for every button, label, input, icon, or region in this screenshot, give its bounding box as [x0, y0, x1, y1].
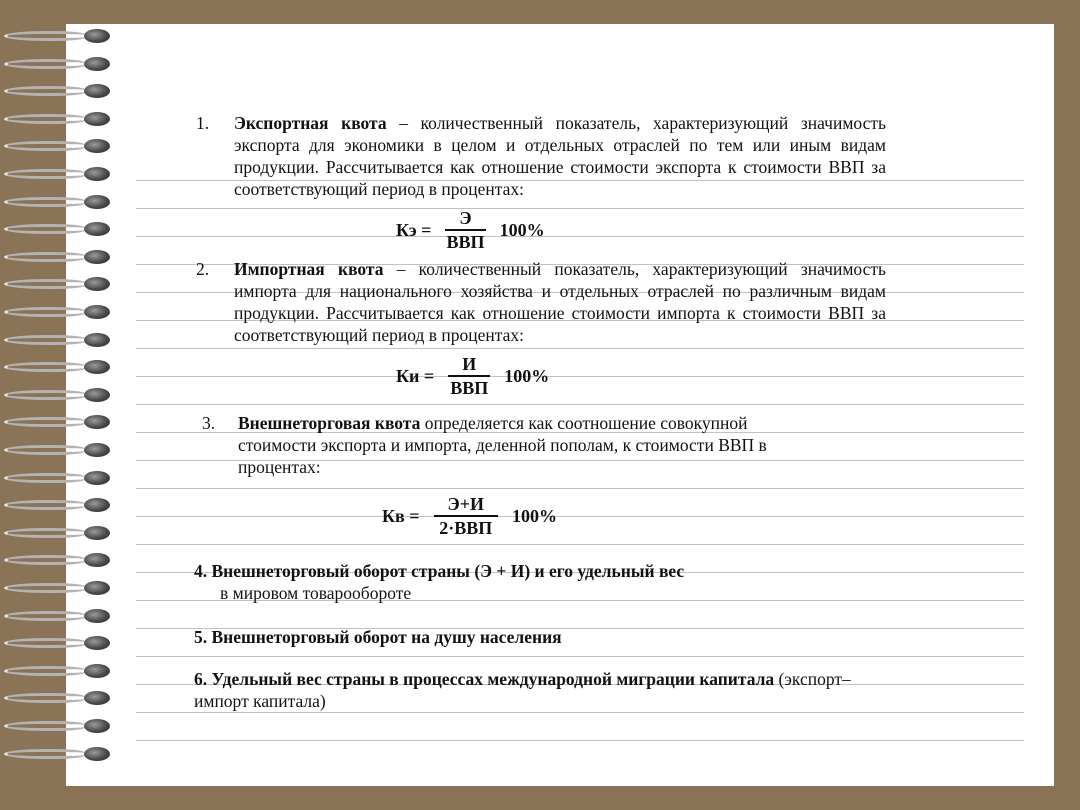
- spiral-hole: [84, 526, 110, 540]
- formula-fraction: [434, 494, 498, 538]
- spiral-hole: [84, 609, 110, 623]
- spiral-coil: [4, 552, 110, 568]
- spiral-coil: [4, 194, 110, 210]
- spiral-coil: [4, 56, 110, 72]
- item-description: (экспорт–импорт капитала): [194, 669, 851, 711]
- item-number: 5.: [194, 627, 208, 647]
- spiral-hole: [84, 747, 110, 761]
- list-item-import-quota: [196, 258, 886, 398]
- item-description: – количественный показатель, характеризующий значимость импорта для национального хозяйства и отдельных отраслей по различным видам продукции. Рассчитывается как отношение стоимости импорта к стоимости ВВП за соответствующий период в процентах:: [234, 259, 886, 345]
- spiral-hole: [84, 112, 110, 126]
- spiral-wire: [4, 693, 86, 703]
- spiral-coil: [4, 83, 110, 99]
- item-term: Внешнеторговый оборот на душу населения: [211, 627, 562, 647]
- spiral-hole: [84, 360, 110, 374]
- spiral-coil: [4, 387, 110, 403]
- spiral-wire: [4, 721, 86, 731]
- formula-lhs: Ки =: [396, 366, 435, 386]
- formula-lhs: Кв =: [382, 506, 420, 526]
- spiral-wire: [4, 307, 86, 317]
- spiral-wire: [4, 224, 86, 234]
- spiral-hole: [84, 691, 110, 705]
- spiral-binding: [4, 28, 114, 788]
- spiral-wire: [4, 114, 86, 124]
- spiral-hole: [84, 498, 110, 512]
- spiral-hole: [84, 250, 110, 264]
- spiral-hole: [84, 388, 110, 402]
- spiral-wire: [4, 59, 86, 69]
- formula-numerator: Э+И: [434, 494, 498, 517]
- list-item-trade-turnover: [194, 560, 884, 604]
- item-term: Импортная квота: [234, 259, 384, 279]
- spiral-hole: [84, 277, 110, 291]
- item-description: в мировом товарообороте: [220, 583, 412, 603]
- spiral-hole: [84, 167, 110, 181]
- spiral-hole: [84, 29, 110, 43]
- spiral-coil: [4, 442, 110, 458]
- spiral-coil: [4, 28, 110, 44]
- spiral-wire: [4, 335, 86, 345]
- spiral-coil: [4, 138, 110, 154]
- spiral-hole: [84, 553, 110, 567]
- slide-content: [196, 112, 886, 712]
- spiral-coil: [4, 470, 110, 486]
- formula-lhs: Кэ =: [396, 220, 432, 240]
- spiral-wire: [4, 279, 86, 289]
- spiral-hole: [84, 471, 110, 485]
- spiral-wire: [4, 583, 86, 593]
- spiral-hole: [84, 719, 110, 733]
- item-text: [234, 258, 886, 346]
- spiral-coil: [4, 497, 110, 513]
- item-term: Внешнеторговый оборот страны (Э + И) и его удельный вес: [211, 561, 685, 581]
- formula-denominator: ВВП: [450, 378, 489, 398]
- formula-fraction: [445, 208, 485, 252]
- formula-denominator: ВВП: [446, 232, 485, 252]
- item-text: [194, 560, 874, 604]
- spiral-coil: [4, 746, 110, 762]
- spiral-coil: [4, 414, 110, 430]
- item-text: [194, 626, 884, 648]
- spiral-wire: [4, 197, 86, 207]
- item-number: 4.: [194, 561, 208, 581]
- list-item-per-capita: [194, 626, 884, 648]
- spiral-coil: [4, 608, 110, 624]
- item-text: [234, 112, 886, 200]
- item-number: 3.: [202, 413, 216, 433]
- item-description: определяется как соотношение совокупной стоимости экспорта и импорта, деленной пополам, к стоимости ВВП в процентах:: [238, 413, 767, 477]
- spiral-wire: [4, 528, 86, 538]
- spiral-coil: [4, 166, 110, 182]
- spiral-coil: [4, 332, 110, 348]
- spiral-coil: [4, 249, 110, 265]
- spiral-wire: [4, 390, 86, 400]
- formula-denominator: 2·ВВП: [439, 518, 493, 538]
- item-text: [238, 412, 798, 478]
- spiral-wire: [4, 362, 86, 372]
- spiral-coil: [4, 111, 110, 127]
- spiral-coil: [4, 718, 110, 734]
- spiral-hole: [84, 195, 110, 209]
- spiral-hole: [84, 636, 110, 650]
- spiral-hole: [84, 581, 110, 595]
- spiral-coil: [4, 359, 110, 375]
- spiral-coil: [4, 690, 110, 706]
- spiral-hole: [84, 415, 110, 429]
- spiral-wire: [4, 252, 86, 262]
- spiral-hole: [84, 84, 110, 98]
- ruled-line: [136, 740, 1024, 741]
- formula-numerator: Э: [445, 208, 485, 231]
- spiral-hole: [84, 305, 110, 319]
- spiral-coil: [4, 580, 110, 596]
- spiral-wire: [4, 555, 86, 565]
- spiral-wire: [4, 473, 86, 483]
- spiral-hole: [84, 139, 110, 153]
- spiral-wire: [4, 169, 86, 179]
- spiral-hole: [84, 222, 110, 236]
- item-description: – количественный показатель, характеризующий значимость экспорта для экономики в целом и отдельных отраслей по тем или иным видам продукции. Рассчитывается как отношение стоимости экспорта к стоимости ВВП за соответствующий период в процентах:: [234, 113, 886, 199]
- spiral-wire: [4, 445, 86, 455]
- ruled-line: [136, 712, 1024, 713]
- spiral-wire: [4, 638, 86, 648]
- list-item-trade-quota: [196, 412, 886, 538]
- spiral-hole: [84, 57, 110, 71]
- item-number: 1.: [196, 113, 210, 133]
- item-number: 6.: [194, 669, 208, 689]
- formula-factor: 100%: [512, 506, 557, 526]
- spiral-coil: [4, 635, 110, 651]
- formula-factor: 100%: [499, 220, 545, 240]
- spiral-wire: [4, 417, 86, 427]
- spiral-wire: [4, 749, 86, 759]
- spiral-wire: [4, 500, 86, 510]
- spiral-wire: [4, 86, 86, 96]
- item-number: 2.: [196, 259, 210, 279]
- formula-factor: 100%: [504, 366, 550, 386]
- formula-export: [396, 208, 886, 252]
- spiral-hole: [84, 664, 110, 678]
- spiral-coil: [4, 221, 110, 237]
- spiral-hole: [84, 443, 110, 457]
- item-term: Внешнеторговая квота: [238, 413, 421, 433]
- item-text: [194, 668, 894, 712]
- spiral-coil: [4, 525, 110, 541]
- spiral-wire: [4, 666, 86, 676]
- spiral-coil: [4, 304, 110, 320]
- spiral-hole: [84, 333, 110, 347]
- spiral-coil: [4, 276, 110, 292]
- spiral-wire: [4, 611, 86, 621]
- list-item-export-quota: [196, 112, 886, 252]
- formula-import: [396, 354, 886, 398]
- spiral-wire: [4, 141, 86, 151]
- item-term: Экспортная квота: [234, 113, 387, 133]
- spiral-coil: [4, 663, 110, 679]
- item-term: Удельный вес страны в процессах международной миграции капитала: [211, 669, 775, 689]
- formula-trade: [382, 494, 886, 538]
- formula-fraction: [448, 354, 490, 398]
- formula-numerator: И: [448, 354, 490, 377]
- list-item-capital-migration: [194, 668, 884, 712]
- spiral-wire: [4, 31, 86, 41]
